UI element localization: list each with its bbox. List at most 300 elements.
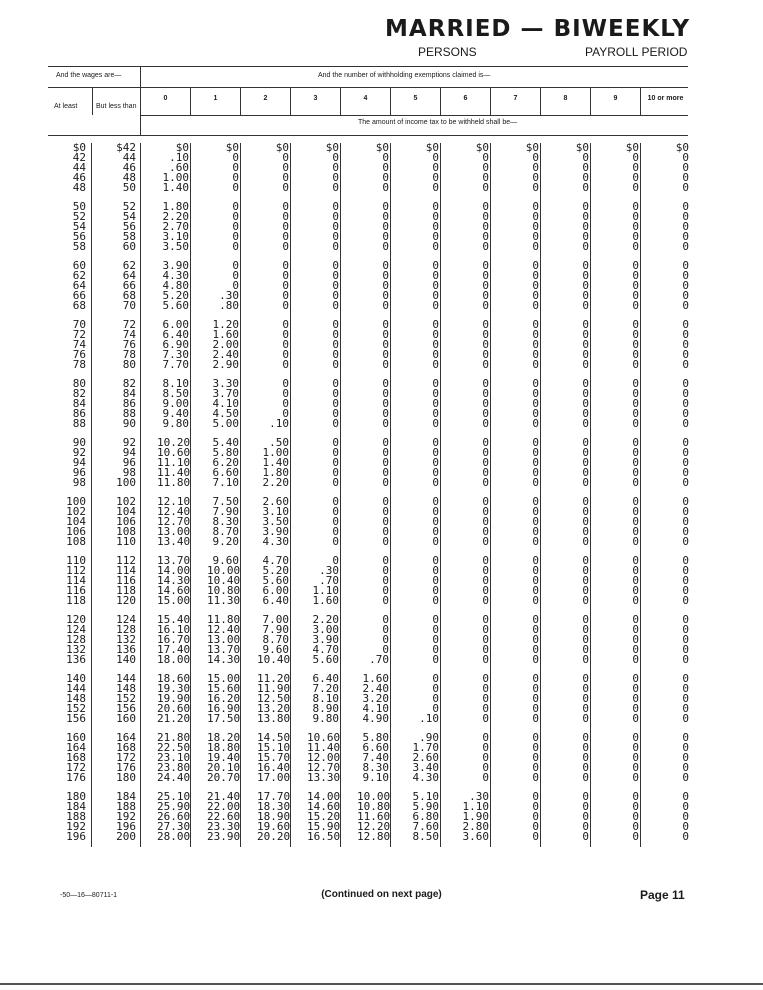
tax-cell: 0 — [632, 407, 639, 420]
tax-cell: 0 — [432, 702, 439, 715]
table-row — [48, 645, 688, 655]
tax-cell: 7.70 — [162, 358, 189, 371]
tax-cell: 0 — [382, 358, 389, 371]
tax-cell: $0 — [175, 141, 189, 154]
tax-cell: 0 — [582, 505, 589, 518]
tax-cell: $0 — [475, 141, 489, 154]
tax-cell: 2.20 — [312, 613, 339, 626]
tax-cell: 0 — [682, 525, 689, 538]
tax-cell: 0 — [582, 810, 589, 823]
tax-cell: 0 — [282, 387, 289, 400]
tax-cell: 0 — [682, 682, 689, 695]
tax-cell: 0 — [632, 495, 639, 508]
tax-cell: 0 — [582, 299, 589, 312]
tax-cell: 0 — [682, 289, 689, 302]
at-least-cell: 110 — [66, 554, 86, 567]
tax-cell: 18.20 — [207, 731, 241, 744]
tax-cell: 0 — [682, 269, 689, 282]
tax-cell: 0 — [582, 269, 589, 282]
table-row — [48, 242, 688, 252]
tax-cell: 0 — [632, 230, 639, 243]
tax-cell: 13.70 — [207, 643, 241, 656]
tax-cell: 0 — [482, 269, 489, 282]
tax-cell: 0 — [682, 230, 689, 243]
continued-note: (Continued on next page) — [321, 889, 442, 900]
tax-cell: 20.10 — [207, 761, 241, 774]
tax-cell: 0 — [482, 151, 489, 164]
tax-cell: 0 — [282, 181, 289, 194]
tax-cell: 0 — [532, 476, 539, 489]
tax-cell: 0 — [382, 436, 389, 449]
tax-cell: 0 — [682, 210, 689, 223]
but-less-than-cell: 88 — [122, 407, 136, 420]
tax-cell: .60 — [169, 161, 189, 174]
table-row — [48, 566, 688, 576]
tax-cell: 0 — [332, 181, 339, 194]
tax-cell: 2.00 — [212, 338, 239, 351]
tax-cell: 0 — [382, 259, 389, 272]
tax-cell: 0 — [382, 318, 389, 331]
tax-cell: 10.00 — [357, 790, 391, 803]
tax-cell: 0 — [482, 328, 489, 341]
tax-cell: 1.60 — [312, 594, 339, 607]
tax-cell: 0 — [232, 171, 239, 184]
tax-cell: 0 — [432, 161, 439, 174]
tax-cell: .70 — [319, 574, 339, 587]
but-less-than-cell: 102 — [116, 495, 136, 508]
tax-cell: 0 — [582, 682, 589, 695]
tax-cell: 0 — [432, 672, 439, 685]
tax-cell: 0 — [432, 230, 439, 243]
wages-divider — [140, 67, 141, 135]
table-row — [48, 320, 688, 330]
tax-cell: 16.70 — [157, 633, 191, 646]
but-less-than-cell: 70 — [122, 299, 136, 312]
tax-cell: 0 — [432, 692, 439, 705]
at-least-cell: 180 — [66, 790, 86, 803]
but-less-than-cell: 56 — [122, 220, 136, 233]
tax-cell: 3.70 — [212, 387, 239, 400]
tax-cell: 0 — [232, 240, 239, 253]
but-less-than-cell: 66 — [122, 279, 136, 292]
tax-cell: 0 — [632, 810, 639, 823]
tax-cell: 0 — [532, 623, 539, 636]
tax-cell: 0 — [682, 584, 689, 597]
tax-cell: 9.40 — [162, 407, 189, 420]
tax-cell: 0 — [632, 643, 639, 656]
tax-cell: 0 — [382, 200, 389, 213]
tax-cell: 0 — [532, 377, 539, 390]
tax-cell: 0 — [482, 584, 489, 597]
tax-cell: 0 — [382, 269, 389, 282]
exemption-column-header: 0 — [163, 95, 168, 102]
tax-cell: 0 — [582, 387, 589, 400]
at-least-cell: 48 — [72, 181, 86, 194]
tax-cell: 0 — [482, 515, 489, 528]
tax-cell: 0 — [632, 436, 639, 449]
tax-cell: 0 — [382, 525, 389, 538]
tax-cell: 0 — [432, 200, 439, 213]
tax-cell: 0 — [482, 761, 489, 774]
tax-cell: 0 — [282, 279, 289, 292]
but-less-than-cell: 172 — [116, 751, 136, 764]
tax-cell: 0 — [632, 623, 639, 636]
table-row — [48, 301, 688, 311]
table-row — [48, 773, 688, 783]
tax-cell: 0 — [582, 702, 589, 715]
tax-cell: 0 — [282, 348, 289, 361]
tax-cell: $0 — [525, 141, 539, 154]
tax-cell: 22.00 — [207, 800, 241, 813]
tax-cell: 6.00 — [162, 318, 189, 331]
tax-cell: 7.60 — [412, 820, 439, 833]
tax-cell: 6.40 — [262, 594, 289, 607]
tax-cell: 16.50 — [307, 830, 341, 843]
tax-cell: 0 — [532, 328, 539, 341]
tax-cell: 0 — [482, 436, 489, 449]
table-row — [48, 212, 688, 222]
tax-cell: 0 — [332, 417, 339, 430]
tax-cell: 0 — [532, 299, 539, 312]
tax-cell: 0 — [532, 633, 539, 646]
table-row — [48, 635, 688, 645]
tax-cell: 6.00 — [262, 584, 289, 597]
tax-cell: 5.80 — [212, 446, 239, 459]
tax-cell: 5.20 — [162, 289, 189, 302]
but-less-than-cell: 132 — [116, 633, 136, 646]
tax-cell: 1.10 — [312, 584, 339, 597]
tax-cell: 22.50 — [157, 741, 191, 754]
tax-cell: 5.10 — [412, 790, 439, 803]
exemption-column-header: 4 — [363, 95, 368, 102]
tax-cell: 7.00 — [262, 613, 289, 626]
tax-cell: 0 — [632, 466, 639, 479]
tax-cell: 0 — [432, 436, 439, 449]
at-least-cell: 98 — [72, 476, 86, 489]
tax-cell: 0 — [632, 299, 639, 312]
tax-cell: 0 — [682, 240, 689, 253]
tax-cell: 0 — [632, 171, 639, 184]
tax-cell: 0 — [682, 387, 689, 400]
tax-cell: 0 — [482, 574, 489, 587]
tax-cell: 0 — [632, 672, 639, 685]
wages-rule — [48, 87, 140, 88]
tax-cell: 0 — [532, 535, 539, 548]
tax-cell: 0 — [532, 397, 539, 410]
tax-cell: 0 — [682, 800, 689, 813]
tax-cell: 0 — [682, 515, 689, 528]
tax-cell: 0 — [582, 151, 589, 164]
tax-cell: 0 — [682, 171, 689, 184]
tax-cell: 0 — [332, 259, 339, 272]
tax-cell: 3.10 — [262, 505, 289, 518]
tax-cell: 0 — [382, 594, 389, 607]
tax-cell: 0 — [632, 348, 639, 361]
but-less-than-cell: 160 — [116, 712, 136, 725]
tax-cell: 0 — [432, 554, 439, 567]
tax-cell: 5.60 — [162, 299, 189, 312]
table-row — [48, 153, 688, 163]
tax-cell: 0 — [682, 259, 689, 272]
but-less-than-cell: 188 — [116, 800, 136, 813]
tax-cell: 5.60 — [262, 574, 289, 587]
tax-cell: 0 — [682, 220, 689, 233]
tax-cell: 11.80 — [207, 613, 241, 626]
at-least-cell: 128 — [66, 633, 86, 646]
tax-cell: 0 — [332, 289, 339, 302]
tax-cell: 0 — [332, 436, 339, 449]
table-row — [48, 586, 688, 596]
tax-cell: 0 — [682, 672, 689, 685]
tax-cell: 0 — [482, 259, 489, 272]
tax-cell: 0 — [482, 338, 489, 351]
tax-cell: 0 — [432, 466, 439, 479]
tax-cell: 0 — [382, 476, 389, 489]
tax-cell: 6.90 — [162, 338, 189, 351]
tax-cell: 2.60 — [262, 495, 289, 508]
tax-cell: 0 — [532, 151, 539, 164]
but-less-than-cell: 140 — [116, 653, 136, 666]
at-least-cell: 112 — [66, 564, 86, 577]
tax-cell: 0 — [582, 171, 589, 184]
tax-cell: 20.60 — [157, 702, 191, 715]
table-row — [48, 448, 688, 458]
table-row — [48, 350, 688, 360]
table-row — [48, 596, 688, 606]
tax-cell: 0 — [582, 712, 589, 725]
table-row — [48, 419, 688, 429]
title-dash: — — [520, 16, 545, 42]
tax-cell: 0 — [482, 318, 489, 331]
but-less-than-cell: 192 — [116, 810, 136, 823]
tax-cell: 8.30 — [212, 515, 239, 528]
tax-cell: 0 — [582, 800, 589, 813]
at-least-cell: 78 — [72, 358, 86, 371]
tax-cell: 0 — [432, 171, 439, 184]
tax-cell: 0 — [482, 417, 489, 430]
tax-cell: 0 — [632, 800, 639, 813]
tax-cell: 0 — [682, 761, 689, 774]
tax-cell: 0 — [332, 466, 339, 479]
tax-cell: 0 — [382, 210, 389, 223]
at-least-cell: 116 — [66, 584, 86, 597]
tax-cell: 0 — [282, 240, 289, 253]
tax-cell: 0 — [432, 574, 439, 587]
tax-cell: 0 — [482, 613, 489, 626]
exemption-column-header: 5 — [413, 95, 418, 102]
at-least-cell: 148 — [66, 692, 86, 705]
tax-cell: 0 — [632, 525, 639, 538]
tax-cell: 0 — [382, 151, 389, 164]
tax-cell: 0 — [482, 594, 489, 607]
tax-cell: 0 — [332, 495, 339, 508]
tax-cell: 0 — [532, 741, 539, 754]
tax-cell: 0 — [582, 535, 589, 548]
tax-cell: 0 — [432, 259, 439, 272]
tax-cell: 0 — [332, 476, 339, 489]
tax-cell: 0 — [532, 820, 539, 833]
tax-cell: 0 — [332, 161, 339, 174]
table-row — [48, 360, 688, 370]
tax-cell: 12.20 — [357, 820, 391, 833]
tax-cell: 0 — [332, 397, 339, 410]
tax-cell: 0 — [432, 240, 439, 253]
title-biweekly: BIWEEKLY — [553, 16, 690, 42]
exemptions-label: And the number of withholding exemptions claimed is— — [318, 72, 491, 79]
at-least-cell: 92 — [72, 446, 86, 459]
tax-cell: 0 — [432, 564, 439, 577]
tax-cell: 0 — [632, 574, 639, 587]
tax-cell: 3.90 — [162, 259, 189, 272]
tax-cell: 0 — [582, 653, 589, 666]
tax-cell: 0 — [582, 220, 589, 233]
tax-cell: 1.70 — [412, 741, 439, 754]
tax-cell: 0 — [382, 574, 389, 587]
at-least-cell: 164 — [66, 741, 86, 754]
tax-cell: 4.10 — [362, 702, 389, 715]
tax-cell: 0 — [682, 702, 689, 715]
tax-cell: 16.10 — [157, 623, 191, 636]
tax-cell: 0 — [632, 220, 639, 233]
tax-cell: 14.60 — [157, 584, 191, 597]
tax-cell: 21.40 — [207, 790, 241, 803]
tax-cell: 15.70 — [257, 751, 291, 764]
tax-cell: 0 — [482, 279, 489, 292]
tax-cell: 0 — [482, 348, 489, 361]
but-less-than-cell: 104 — [116, 505, 136, 518]
tax-cell: 4.80 — [162, 279, 189, 292]
tax-cell: 0 — [482, 210, 489, 223]
tax-cell: 0 — [432, 358, 439, 371]
but-less-than-cell: 156 — [116, 702, 136, 715]
tax-cell: 0 — [682, 820, 689, 833]
tax-cell: $0 — [375, 141, 389, 154]
table-row — [48, 468, 688, 478]
tax-cell: 13.00 — [157, 525, 191, 538]
title-married: MARRIED — [385, 16, 512, 42]
tax-cell: 14.60 — [307, 800, 341, 813]
table-row — [48, 232, 688, 242]
tax-cell: 0 — [632, 358, 639, 371]
tax-cell: 0 — [332, 554, 339, 567]
tax-cell: 0 — [532, 181, 539, 194]
tax-cell: 0 — [582, 358, 589, 371]
tax-cell: 0 — [432, 643, 439, 656]
tax-cell: 7.50 — [212, 495, 239, 508]
tax-cell: 0 — [582, 230, 589, 243]
tax-cell: 11.40 — [307, 741, 341, 754]
tax-cell: 0 — [682, 181, 689, 194]
tax-cell: 0 — [382, 584, 389, 597]
tax-cell: 6.60 — [212, 466, 239, 479]
tax-cell: 0 — [682, 613, 689, 626]
tax-cell: 0 — [432, 633, 439, 646]
tax-cell: 0 — [482, 446, 489, 459]
but-less-than-cell: 86 — [122, 397, 136, 410]
tax-cell: 12.80 — [357, 830, 391, 843]
tax-cell: 0 — [432, 594, 439, 607]
tax-cell: 2.60 — [412, 751, 439, 764]
tax-cell: $0 — [275, 141, 289, 154]
at-least-cell: 102 — [66, 505, 86, 518]
tax-cell: 0 — [332, 505, 339, 518]
tax-cell: 0 — [632, 181, 639, 194]
tax-cell: 0 — [432, 151, 439, 164]
tax-cell: 0 — [582, 790, 589, 803]
tax-cell: 0 — [582, 328, 589, 341]
column-divider — [340, 87, 341, 115]
tax-cell: 13.70 — [157, 554, 191, 567]
tax-cell: $0 — [325, 141, 339, 154]
tax-cell: 0 — [582, 692, 589, 705]
tax-cell: 9.00 — [162, 397, 189, 410]
tax-cell: 0 — [582, 574, 589, 587]
tax-cell: 0 — [632, 584, 639, 597]
at-least-cell: 104 — [66, 515, 86, 528]
table-row — [48, 409, 688, 419]
tax-cell: 20.70 — [207, 771, 241, 784]
at-least-cell: 76 — [72, 348, 86, 361]
tax-cell: 0 — [582, 417, 589, 430]
at-least-header: At least — [54, 103, 78, 110]
but-less-than-cell: 76 — [122, 338, 136, 351]
tax-cell: 0 — [532, 407, 539, 420]
tax-cell: 0 — [532, 210, 539, 223]
tax-cell: 14.00 — [307, 790, 341, 803]
tax-cell: 0 — [632, 702, 639, 715]
tax-cell: 0 — [332, 525, 339, 538]
tax-cell: .30 — [219, 289, 239, 302]
tax-cell: 0 — [632, 505, 639, 518]
tax-cell: 0 — [582, 594, 589, 607]
tax-cell: 0 — [332, 299, 339, 312]
tax-cell: 0 — [332, 358, 339, 371]
but-less-than-cell: 128 — [116, 623, 136, 636]
tax-cell: 0 — [282, 200, 289, 213]
but-less-than-cell: 108 — [116, 525, 136, 538]
tax-cell: 0 — [582, 495, 589, 508]
tax-cell: 0 — [382, 161, 389, 174]
tax-cell: 0 — [482, 731, 489, 744]
tax-cell: 0 — [532, 289, 539, 302]
tax-cell: 0 — [632, 712, 639, 725]
exemption-column-header: 3 — [313, 95, 318, 102]
tax-cell: 0 — [582, 289, 589, 302]
tax-cell: 0 — [682, 338, 689, 351]
tax-cell: 0 — [332, 446, 339, 459]
at-least-cell: 108 — [66, 535, 86, 548]
tax-cell: .50 — [269, 436, 289, 449]
tax-cell: 0 — [482, 407, 489, 420]
tax-cell: 0 — [432, 515, 439, 528]
tax-cell: 21.80 — [157, 731, 191, 744]
tax-cell: 0 — [682, 623, 689, 636]
tax-cell: 3.50 — [262, 515, 289, 528]
but-less-than-cell: 92 — [122, 436, 136, 449]
tax-cell: 14.50 — [257, 731, 291, 744]
tax-cell: 0 — [582, 200, 589, 213]
exemption-column-header: 2 — [263, 95, 268, 102]
tax-cell: 0 — [682, 564, 689, 577]
but-less-than-cell: 100 — [116, 476, 136, 489]
tax-cell: 0 — [632, 535, 639, 548]
tax-cell: 0 — [632, 761, 639, 774]
at-least-cell: 136 — [66, 653, 86, 666]
tax-cell: 3.10 — [162, 230, 189, 243]
tax-cell: 0 — [532, 259, 539, 272]
tax-cell: 25.90 — [157, 800, 191, 813]
but-less-than-cell: 96 — [122, 456, 136, 469]
